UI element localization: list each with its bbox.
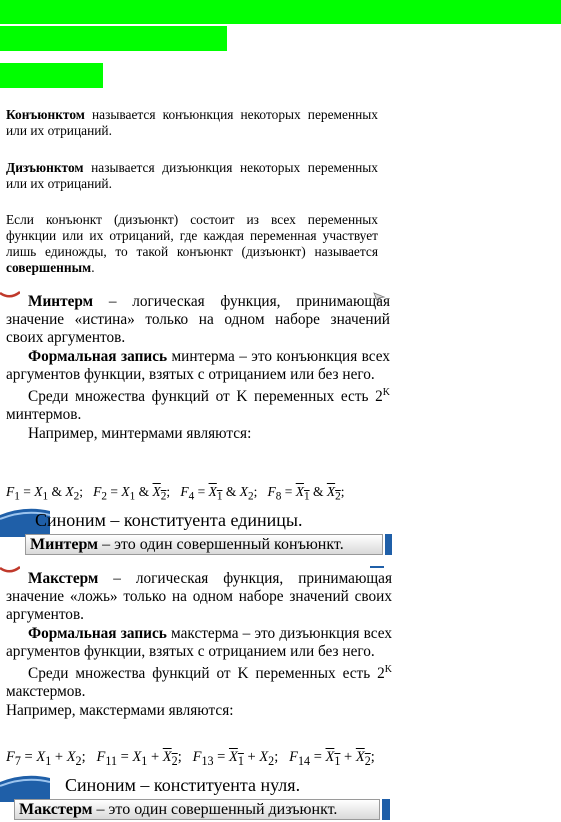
maxterm-formula: $F_7 = X_1 + X_2$; $F_{11} = X_1 + X_2$; $F_{13} = X_1 + X_2$; $F_{14} = X_1 + X_2$;: [6, 749, 375, 768]
minterm-summary-banner: [25, 534, 383, 555]
minterm-formal: [6, 348, 390, 384]
minterm-count-end: минтермов.: [6, 406, 82, 424]
perfect-term: совершенным: [6, 260, 92, 275]
maxterm-summary-banner: [14, 799, 380, 820]
blue-dash-decoration: [370, 566, 384, 568]
maxterm-formal: [6, 625, 392, 661]
minterm-count: [6, 384, 390, 425]
highlight-bar-middle: [0, 26, 227, 51]
minterm-formula: $F_1 = X_1$ & $X_2$; $F_2 = X_1$ & $X_2$; $F_4 = X_1$ & $X_2$; $F_8 = X_1$ & $X_2$;: [6, 484, 345, 503]
disjunct-term: Дизъюнктом: [6, 160, 84, 175]
minterm-definition-text: – логическая функция, принимающая значение «истина» только на одном наборе значений своих аргументов.: [6, 293, 390, 347]
minterm-term: Минтерм: [28, 293, 94, 310]
minterm-count-sup: K: [382, 387, 390, 399]
maxterm-definition-text: – логическая функция, принимающая значение «ложь» только на одном наборе значений своих аргументов.: [6, 570, 392, 624]
maxterm-count-sup: K: [384, 664, 392, 676]
maxterm-formal-text: макстерма – это дизъюнкция всех аргументов функции, взятых с отрицанием или без него.: [6, 624, 393, 660]
maxterm-slide-text: [6, 570, 392, 720]
blue-accent-stripe: [382, 799, 390, 820]
perfect-definition: [6, 212, 378, 276]
perfect-definition-end: .: [91, 260, 95, 275]
blue-accent-stripe: [385, 534, 392, 555]
minterm-synonym: Синоним – конституента единицы.: [35, 510, 303, 530]
maxterm-banner-text: – это один совершенный дизъюнкт.: [92, 801, 338, 818]
minterm-banner-text: – это один совершенный конъюнкт.: [98, 536, 344, 553]
highlight-bar-small: [0, 63, 103, 88]
maxterm-term: Макстерм: [28, 570, 99, 587]
perfect-definition-text: Если конъюнкт (дизъюнкт) состоит из всех переменных функции или их отрицаний, где каждая переменная участвует лишь единожды, то такой конъюнкт (дизъюнкт) называется: [6, 212, 378, 259]
disjunct-definition-text: называется дизъюнкция некоторых переменных или их отрицаний.: [6, 160, 378, 191]
minterm-formal-text: минтерма – это конъюнкция всех аргументов функции, взятых с отрицанием или без него.: [6, 347, 390, 383]
highlight-bar-top: [0, 0, 561, 24]
minterm-slide-text: [6, 293, 390, 443]
minterm-definition: [6, 293, 390, 348]
conjunct-definition-text: называется конъюнкция некоторых переменных или их отрицаний.: [6, 107, 378, 138]
conjunct-definition: [6, 107, 378, 139]
maxterm-count-end: макстермов.: [6, 683, 86, 701]
minterm-example: Например, минтермами являются:: [28, 424, 252, 442]
minterm-count-text: Среди множества функций от K переменных есть 2: [28, 388, 383, 406]
maxterm-definition: [6, 570, 392, 625]
conjunct-term: Конъюнктом: [6, 107, 85, 122]
maxterm-count: [6, 661, 392, 702]
maxterm-count-text: Среди множества функций от K переменных есть 2: [28, 665, 385, 683]
maxterm-formal-label: Формальная запись: [28, 624, 167, 642]
minterm-banner-term: Минтерм: [30, 536, 99, 553]
maxterm-synonym: Синоним – конституента нуля.: [65, 775, 301, 795]
minterm-formal-label: Формальная запись: [28, 347, 168, 365]
blue-wave-decoration: [0, 772, 50, 802]
maxterm-banner-term: Макстерм: [19, 801, 93, 818]
disjunct-definition: [6, 160, 378, 192]
maxterm-example: Например, макстермами являются:: [6, 701, 234, 719]
